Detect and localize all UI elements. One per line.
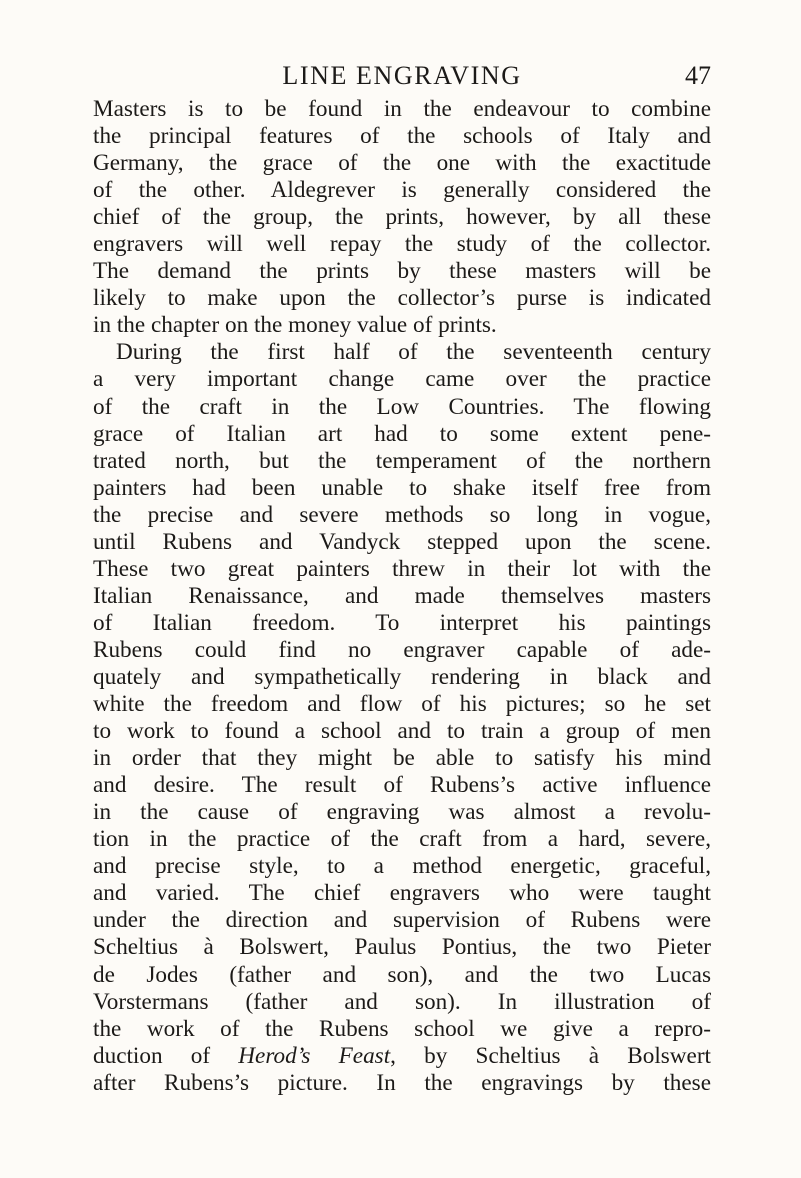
text-line: and varied. The chief engravers who were taught xyxy=(93,880,711,907)
text-line: the work of the Rubens school we give a repro- xyxy=(93,1015,711,1042)
text-line: of Italian freedom. To interpret his paintings xyxy=(93,609,711,636)
text-line: engravers will well repay the study of the collector. xyxy=(93,231,711,258)
text-line: of the other. Aldegrever is generally considered the xyxy=(93,177,711,204)
text-line: Scheltius à Bolswert, Paulus Pontius, the two Pieter xyxy=(93,934,711,961)
text-line: These two great painters threw in their lot with the xyxy=(93,555,711,582)
line-text-before-title: duction of xyxy=(93,1042,239,1069)
running-title: LINE ENGRAVING xyxy=(282,61,522,90)
text-line: after Rubens’s picture. In the engravings by these xyxy=(93,1069,711,1096)
text-line: quately and sympathetically rendering in black and xyxy=(93,663,711,690)
text-line: painters had been unable to shake itself free from xyxy=(93,474,711,501)
text-line: under the direction and supervision of Rubens were xyxy=(93,907,711,934)
running-head xyxy=(93,56,711,96)
text-line: Rubens could find no engraver capable of ade- xyxy=(93,636,711,663)
paragraph-start-line: During the first half of the seventeenth century xyxy=(116,339,711,366)
page-number: 47 xyxy=(685,61,711,90)
text-line: The demand the prints by these masters will be xyxy=(93,258,711,285)
text-line: the principal features of the schools of Italy and xyxy=(93,123,711,150)
text-line: and desire. The result of Rubens’s active influence xyxy=(93,772,711,799)
text-line-with-title xyxy=(93,1043,711,1070)
text-line: the precise and severe methods so long in vogue, xyxy=(93,501,711,528)
text-line: chief of the group, the prints, however, by all these xyxy=(93,204,711,231)
text-line: Masters is to be found in the endeavour to combine xyxy=(93,96,711,122)
text-line: until Rubens and Vandyck stepped upon the scene. xyxy=(93,528,711,555)
text-line: Vorstermans (father and son). In illustration of xyxy=(93,988,711,1015)
line-text-after-title: , by Scheltius à Bolswert xyxy=(390,1042,711,1069)
text-line: in order that they might be able to satisfy his mind xyxy=(93,745,711,772)
text-line: Italian Renaissance, and made themselves masters xyxy=(93,582,711,609)
text-line: likely to make upon the collector’s purse is indicated xyxy=(93,285,711,312)
text-line: of the craft in the Low Countries. The flowing xyxy=(93,393,711,420)
text-line: to work to found a school and to train a group of men xyxy=(93,718,711,745)
artwork-title: Herod’s Feast xyxy=(238,1042,391,1069)
text-line: de Jodes (father and son), and the two Lucas xyxy=(93,961,711,988)
text-line: in the cause of engraving was almost a revolu- xyxy=(93,799,711,826)
paragraph-end-line: in the chapter on the money value of prints. xyxy=(93,312,497,339)
body-text xyxy=(93,96,711,1097)
text-line: white the freedom and flow of his pictures; so he set xyxy=(93,691,711,718)
text-line: tion in the practice of the craft from a hard, severe, xyxy=(93,826,711,853)
text-line: trated north, but the temperament of the northern xyxy=(93,447,711,474)
text-line: a very important change came over the practice xyxy=(93,366,711,393)
text-line: and precise style, to a method energetic, graceful, xyxy=(93,853,711,880)
text-line: grace of Italian art had to some extent pene- xyxy=(93,420,711,447)
text-line: Germany, the grace of the one with the exactitude xyxy=(93,150,711,177)
